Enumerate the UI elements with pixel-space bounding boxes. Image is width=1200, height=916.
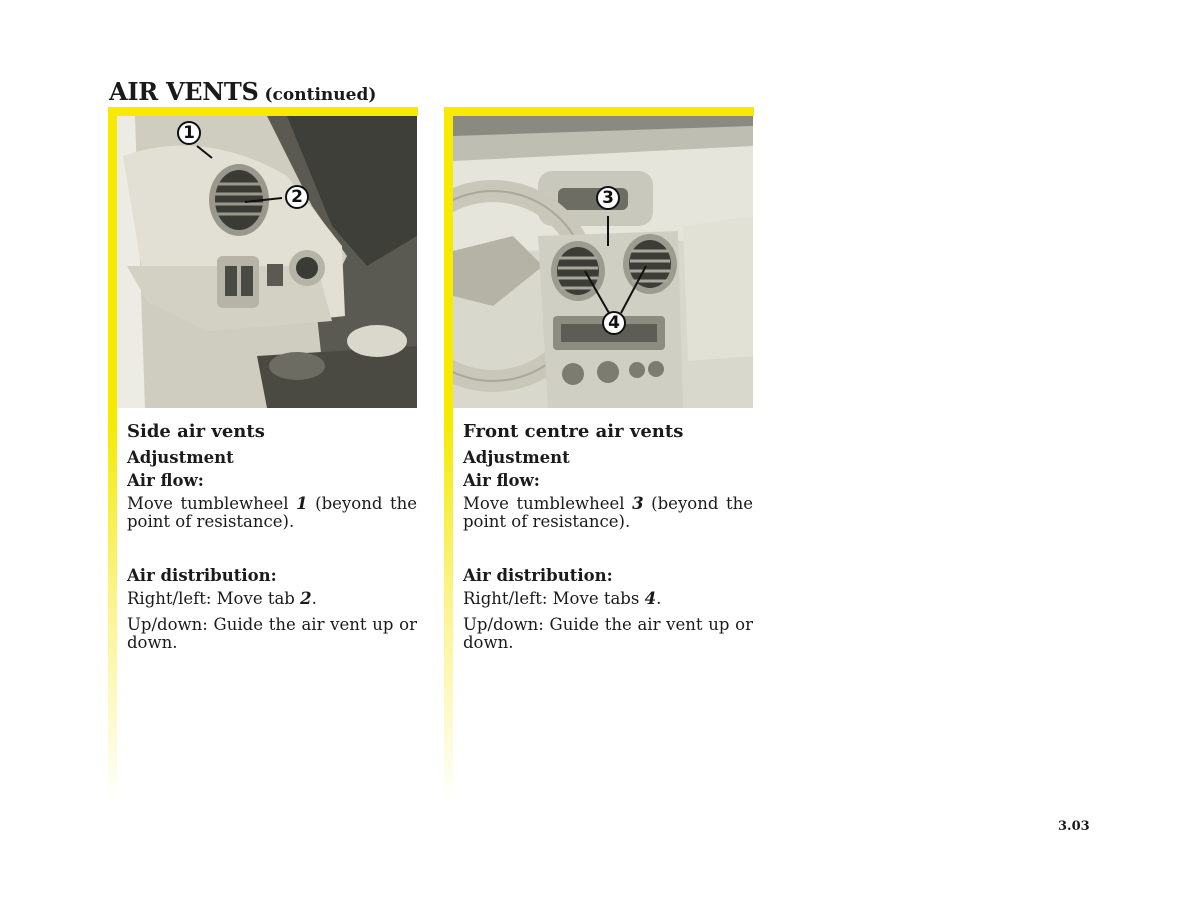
accent-bar-top — [108, 107, 418, 116]
accent-bar-left — [108, 107, 117, 807]
airflow-text-post: (beyond the point of resistance). — [463, 494, 753, 531]
airflow-label: Air flow: — [463, 471, 540, 490]
centre-vent-photo — [453, 116, 753, 408]
page-title-subtitle: (continued) — [264, 85, 377, 105]
callout-1 — [178, 122, 200, 144]
side-vent-illustration — [117, 116, 417, 408]
rightleft-ref: 2 — [300, 589, 312, 608]
airflow-text-pre: Move tumblewheel — [463, 494, 633, 513]
centre-vent-illustration — [453, 116, 753, 408]
airflow-text-pre: Move tumblewheel — [127, 494, 297, 513]
updown-instruction: Up/down: Guide the air vent up or down. — [463, 615, 753, 652]
distribution-label: Air distribution: — [127, 566, 277, 585]
airflow-text-post: (beyond the point of resistance). — [127, 494, 417, 531]
centre-vents-text — [463, 421, 753, 652]
centre-vents-heading: Front centre air vents — [463, 421, 684, 442]
rightleft-text-post: . — [656, 589, 662, 608]
updown-instruction: Up/down: Guide the air vent up or down. — [127, 615, 417, 652]
airflow-instruction — [127, 495, 417, 531]
rightleft-text-pre: Right/left: Move tab — [127, 589, 301, 608]
distribution-label: Air distribution: — [463, 566, 613, 585]
callout-3 — [597, 187, 619, 209]
callout-2-label: 2 — [291, 187, 303, 207]
airflow-ref: 3 — [632, 494, 644, 513]
callout-2 — [286, 186, 308, 208]
rightleft-ref: 4 — [644, 589, 657, 608]
airflow-label: Air flow: — [127, 471, 204, 490]
side-vents-text — [127, 421, 417, 652]
page-title-main: AIR VENTS — [109, 77, 259, 106]
rightleft-text-pre: Right/left: Move tabs — [463, 589, 645, 608]
rightleft-instruction — [127, 590, 417, 608]
callout-3-label: 3 — [602, 188, 614, 208]
accent-bar-left — [444, 107, 453, 807]
rightleft-instruction — [463, 590, 753, 608]
adjustment-label: Adjustment — [463, 448, 570, 467]
side-vent-photo — [117, 116, 417, 408]
side-vents-heading: Side air vents — [127, 421, 265, 442]
centre-vents-column — [444, 107, 754, 807]
page-number: 3.03 — [1058, 819, 1090, 834]
callout-4 — [603, 312, 625, 334]
side-vents-column — [108, 107, 418, 807]
airflow-ref: 1 — [296, 494, 308, 513]
callout-4-label: 4 — [608, 313, 620, 333]
adjustment-label: Adjustment — [127, 448, 234, 467]
rightleft-text-post: . — [311, 589, 317, 608]
accent-bar-top — [444, 107, 754, 116]
page-title — [109, 74, 376, 110]
airflow-instruction — [463, 495, 753, 531]
callout-1-label: 1 — [183, 123, 195, 143]
